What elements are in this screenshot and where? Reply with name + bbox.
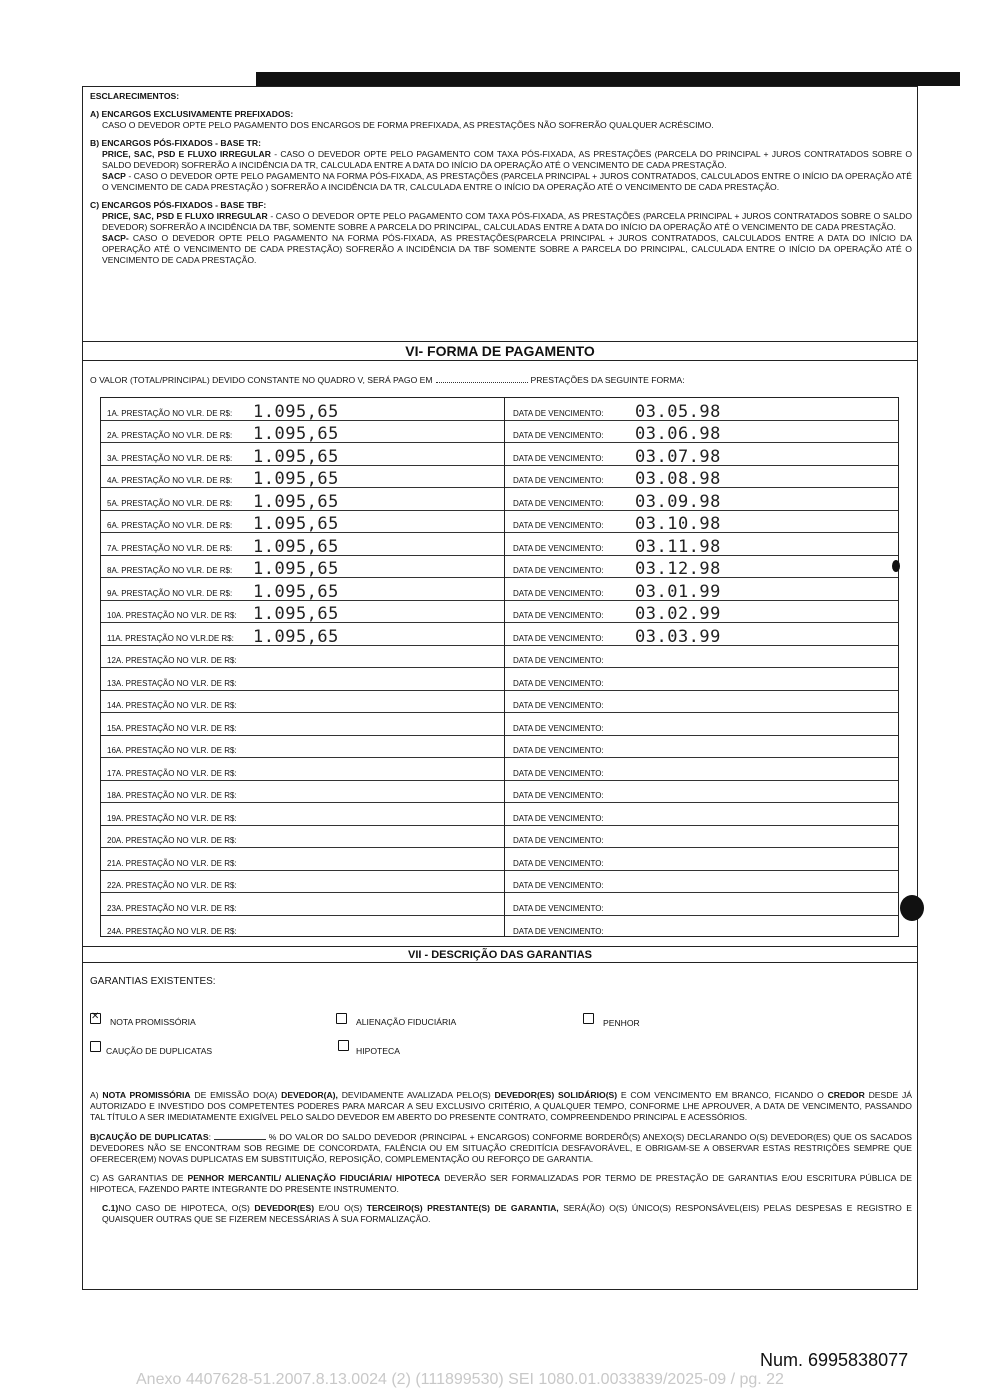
esc-a-title: A) ENCARGOS EXCLUSIVAMENTE PREFIXADOS: [90, 109, 294, 119]
payment-row [101, 488, 898, 511]
esc-b1-lead: PRICE, SAC, PSD E FLUXO IRREGULAR [102, 149, 271, 159]
due-date-label: DATA DE VENCIMENTO: [513, 521, 604, 530]
ink-speck [892, 560, 900, 572]
clause-c1-b1: C.1) [102, 1203, 119, 1213]
payment-row [101, 713, 898, 736]
installment-label: 12A. PRESTAÇÃO NO VLR. DE R$: [107, 656, 237, 665]
payment-row [101, 623, 898, 646]
due-date-label: DATA DE VENCIMENTO: [513, 746, 604, 755]
valor-text-2: PRESTAÇÕES DA SEGUINTE FORMA: [530, 375, 685, 385]
checkbox-caucao-duplicatas[interactable] [90, 1041, 101, 1052]
clause-b-b1: B)CAUÇÃO DE DUPLICATAS [90, 1132, 209, 1142]
payment-row [101, 691, 898, 714]
checkbox-alienacao-fiduciaria[interactable] [336, 1013, 347, 1024]
esc-b2-lead: SACP [102, 171, 126, 181]
esc-c2-lead: SACP- [102, 233, 129, 243]
forma-pagamento-title: VI- FORMA DE PAGAMENTO [83, 341, 917, 361]
due-date-label: DATA DE VENCIMENTO: [513, 836, 604, 845]
payment-row [101, 848, 898, 871]
payment-row [101, 781, 898, 804]
installment-label: 14A. PRESTAÇÃO NO VLR. DE R$: [107, 701, 237, 710]
due-date-label: DATA DE VENCIMENTO: [513, 656, 604, 665]
clause-c [90, 1173, 912, 1195]
clause-c-t2: DEVERÃO SER FORMALIZADAS POR TERMO DE PRESTAÇÃO DE GARANTIAS E/OU ESCRITURA PÚBLICA DE HIPOTECA, FAZENDO PARTE INTEGRANTE DO PRESENTE INSTRUMENTO. [90, 1173, 913, 1194]
valor-statement [90, 374, 685, 385]
due-date-label: DATA DE VENCIMENTO: [513, 791, 604, 800]
payment-row [101, 601, 898, 624]
due-date-label: DATA DE VENCIMENTO: [513, 768, 604, 778]
due-date-label: DATA DE VENCIMENTO: [513, 723, 604, 733]
payment-table-divider [504, 397, 505, 937]
esclarecimentos-section [90, 91, 912, 266]
esc-c1-lead: PRICE, SAC, PSD E FLUXO IRREGULAR [102, 211, 268, 221]
installment-label: 3A. PRESTAÇÃO NO VLR. DE R$: [107, 453, 233, 463]
due-date-label: DATA DE VENCIMENTO: [513, 566, 604, 575]
valor-text-1: O VALOR (TOTAL/PRINCIPAL) DEVIDO CONSTANTE NO QUADRO V, SERÁ PAGO EM [90, 375, 433, 385]
clause-b-t2: % DO VALOR DO SALDO DEVEDOR (PRINCIPAL + ENCARGOS) CONFORME BORDERÔ(S) ANEXO(S) DECLARANDO O(S) DEVEDOR(ES) QUE OS SACADOS DEVEDORES NÃO SE ENCONTRAM SOB REGIME DE CONCORDATA, FALÊNCIA OU EM SITUAÇÃO CREDITÍCIA DESFAVORÁVEL, E OBRIGAM-SE A OBSERVAR ESTAS RESTRIÇÕES SEMPRE QUE OFERECER(EM) NOVAS DUPLICATAS EM SUBSTITUIÇÃO, REPOSIÇÃO, COMPLEMENTAÇÃO OU REFORÇO DE GARANTIA. [90, 1132, 912, 1164]
due-date-label: DATA DE VENCIMENTO: [513, 813, 604, 823]
installment-value[interactable]: 1.095,65 [253, 514, 339, 534]
due-date-label: DATA DE VENCIMENTO: [513, 611, 604, 620]
installment-value[interactable]: 1.095,65 [253, 469, 339, 489]
installment-label: 17A. PRESTAÇÃO NO VLR. DE R$: [107, 768, 237, 778]
clause-c1-b3: TERCEIRO(S) PRESTANTE(S) DE GARANTIA, [366, 1203, 559, 1213]
installment-label: 8A. PRESTAÇÃO NO VLR. DE R$: [107, 566, 233, 575]
payment-row [101, 803, 898, 826]
due-date-label: DATA DE VENCIMENTO: [513, 476, 604, 485]
checkbox-label-hipoteca: HIPOTECA [356, 1046, 400, 1056]
checkbox-penhor[interactable] [583, 1013, 594, 1024]
due-date-value[interactable]: 03.12.98 [635, 559, 721, 579]
payment-row [101, 421, 898, 444]
due-date-label: DATA DE VENCIMENTO: [513, 408, 604, 418]
esc-b-title: B) ENCARGOS PÓS-FIXADOS - BASE TR: [90, 138, 261, 148]
installment-label: 2A. PRESTAÇÃO NO VLR. DE R$: [107, 431, 233, 440]
clause-a-t1: A) [90, 1090, 103, 1100]
payment-row [101, 443, 898, 466]
installment-value[interactable]: 1.095,65 [253, 446, 339, 467]
top-black-bar [256, 72, 960, 86]
due-date-value[interactable]: 03.10.98 [635, 514, 721, 534]
percentual-blank[interactable] [214, 1131, 266, 1140]
installment-label: 7A. PRESTAÇÃO NO VLR. DE R$: [107, 543, 233, 553]
clause-a-t3: DEVIDAMENTE AVALIZADA PELO(S) [337, 1090, 495, 1100]
esc-b2-paragraph [90, 171, 912, 193]
installment-label: 21A. PRESTAÇÃO NO VLR. DE R$: [107, 858, 237, 868]
installment-value[interactable]: 1.095,65 [253, 536, 339, 557]
payment-row [101, 398, 898, 421]
prestacoes-count-blank[interactable] [436, 374, 528, 383]
due-date-label: DATA DE VENCIMENTO: [513, 701, 604, 710]
due-date-value[interactable]: 03.05.98 [635, 401, 721, 422]
installment-value[interactable]: 1.095,65 [253, 491, 339, 512]
document-number: Num. 6995838077 [760, 1350, 909, 1370]
installment-label: 16A. PRESTAÇÃO NO VLR. DE R$: [107, 746, 237, 755]
payment-row [101, 893, 898, 916]
clause-a-b3: DEVEDOR(ES) SOLIDÁRIO(S) [494, 1090, 618, 1100]
installment-label: 4A. PRESTAÇÃO NO VLR. DE R$: [107, 476, 233, 485]
installment-label: 15A. PRESTAÇÃO NO VLR. DE R$: [107, 723, 237, 733]
installment-label: 18A. PRESTAÇÃO NO VLR. DE R$: [107, 791, 237, 800]
clause-c-b1: PENHOR MERCANTIL/ ALIENAÇÃO FIDUCIÁRIA/ HIPOTECA [187, 1173, 441, 1183]
due-date-value[interactable]: 03.07.98 [635, 446, 721, 467]
esc-c2-paragraph [90, 233, 912, 266]
clause-c1 [90, 1203, 912, 1225]
installment-label: 10A. PRESTAÇÃO NO VLR. DE R$: [107, 611, 237, 620]
payment-row [101, 466, 898, 489]
due-date-value[interactable]: 03.06.98 [635, 424, 721, 444]
clause-c1-t1: NO CASO DE HIPOTECA, O(S) [118, 1203, 255, 1213]
due-date-label: DATA DE VENCIMENTO: [513, 881, 604, 890]
garantias-existentes-label: GARANTIAS EXISTENTES: [90, 976, 216, 987]
due-date-value[interactable]: 03.09.98 [635, 491, 721, 512]
payment-row [101, 511, 898, 534]
esc-c1-text: - CASO O DEVEDOR OPTE PELO PAGAMENTO COM TAXA PÓS-FIXADA, AS PRESTAÇÕES (PARCELA PRINCIPAL + JUROS CONTRATADOS SOBRE O SALDO DEVEDOR) SOFRERÃO A INCIDÊNCIA DA TBF, SOMENTE SOBRE A PARCELA DO PRINCIPAL, CALCULADAS ENTRE A DATA DO INÍCIO DA OPERAÇÃO ATÉ O VENCIMENTO DE CADA PRESTAÇÃO. [102, 211, 912, 232]
garantias-clauses [90, 1090, 912, 1225]
payment-row [101, 826, 898, 849]
payment-row [101, 668, 898, 691]
clause-b-t1: : [208, 1132, 211, 1142]
installment-label: 24A. PRESTAÇÃO NO VLR. DE R$: [107, 927, 237, 936]
payment-row [101, 916, 898, 939]
checkbox-label-penhor: PENHOR [603, 1018, 640, 1028]
due-date-label: DATA DE VENCIMENTO: [513, 927, 604, 936]
clause-c1-t2: E/OU O(S) [314, 1203, 367, 1213]
installment-label: 23A. PRESTAÇÃO NO VLR. DE R$: [107, 903, 237, 913]
due-date-label: DATA DE VENCIMENTO: [513, 588, 604, 598]
checkbox-label-caucao-duplicatas: CAUÇÃO DE DUPLICATAS [106, 1046, 213, 1056]
due-date-value[interactable]: 03.02.99 [635, 604, 721, 624]
installment-value[interactable]: 1.095,65 [253, 424, 339, 444]
clause-c1-t3: SERÁ(ÃO) O(S) ÚNICO(S) RESPONSÁVEL(EIS) PELAS DESPESAS E REGISTRO E QUAISQUER OUTRAS QUE SE FIZEREM NECESSÁRIAS À SUA FORMALIZAÇÃO. [102, 1203, 912, 1224]
installment-label: 9A. PRESTAÇÃO NO VLR. DE R$: [107, 588, 233, 598]
clause-c-t1: C) AS GARANTIAS DE [90, 1173, 188, 1183]
clause-a [90, 1090, 912, 1123]
clause-a-b1: NOTA PROMISSÓRIA [102, 1090, 191, 1100]
clause-c1-b2: DEVEDOR(ES) [254, 1203, 315, 1213]
esc-b1-text: - CASO O DEVEDOR OPTE PELO PAGAMENTO COM TAXA PÓS-FIXADA, AS PRESTAÇÕES (PARCELA DO PRINCIPAL + JUROS CONTRATADOS SOBRE O SALDO DEVEDOR) SOFRERÃO A INCIDÊNCIA DA TR, CALCULADA ENTRE A DATA DO INÍCIO DA OPERAÇÃO ATÉ O VENCIMENTO DE CADA PRESTAÇÃO. [102, 149, 913, 170]
installment-label: 11A. PRESTAÇÃO NO VLR.DE R$: [107, 633, 234, 643]
garantias-title: VII - DESCRIÇÃO DAS GARANTIAS [83, 946, 917, 963]
esc-a-text: CASO O DEVEDOR OPTE PELO PAGAMENTO DOS ENCARGOS DE FORMA PREFIXADA, AS PRESTAÇÕES NÃO SOFRERÃO QUALQUER ACRÉSCIMO. [102, 120, 714, 130]
installment-value[interactable]: 1.095,65 [253, 581, 339, 602]
installment-label: 1A. PRESTAÇÃO NO VLR. DE R$: [107, 408, 233, 418]
due-date-label: DATA DE VENCIMENTO: [513, 431, 604, 440]
esc-c1-paragraph [90, 211, 912, 233]
installment-label: 13A. PRESTAÇÃO NO VLR. DE R$: [107, 678, 237, 688]
due-date-label: DATA DE VENCIMENTO: [513, 633, 604, 643]
payment-row [101, 736, 898, 759]
installment-value[interactable]: 1.095,65 [253, 626, 339, 647]
checkbox-label-alienacao-fiduciaria: ALIENAÇÃO FIDUCIÁRIA [356, 1017, 457, 1027]
payment-row [101, 556, 898, 579]
esc-c2-text: CASO O DEVEDOR OPTE PELO PAGAMENTO NA FORMA PÓS-FIXADA, AS PRESTAÇÕES(PARCELA PRINCIPAL + JUROS CONTRATADOS, CALCULADOS ENTRE A DATA DO INÍCIO DA OPERAÇÃO ATÉ O VENCIMENTO DE CADA PRESTAÇÃO) SOFRERÃO A INCIDÊNCIA DA TBF SOMENTE SOBRE A PARCELA DO PRINCIPAL, CALCULADA ENTRE O INÍCIO DA OPERAÇÃO ATÉ O VENCIMENTO DE CADA PRESTAÇÃO. [102, 233, 912, 265]
due-date-label: DATA DE VENCIMENTO: [513, 678, 604, 688]
due-date-value[interactable]: 03.11.98 [635, 536, 721, 557]
clause-a-b4: CREDOR [827, 1090, 865, 1100]
installment-value[interactable]: 1.095,65 [253, 559, 339, 579]
installment-label: 19A. PRESTAÇÃO NO VLR. DE R$: [107, 813, 237, 823]
clause-b [90, 1131, 912, 1165]
payment-row [101, 871, 898, 894]
installment-label: 22A. PRESTAÇÃO NO VLR. DE R$: [107, 881, 237, 890]
esc-c-title: C) ENCARGOS PÓS-FIXADOS - BASE TBF: [90, 200, 267, 210]
due-date-value[interactable]: 03.03.99 [635, 626, 721, 647]
footer-watermark: Anexo 4407628-51.2007.8.13.0024 (2) (111899530) SEI 1080.01.0033839/2025-09 / pg. 22 [136, 1371, 784, 1388]
due-date-label: DATA DE VENCIMENTO: [513, 453, 604, 463]
payment-row [101, 533, 898, 556]
installment-value[interactable]: 1.095,65 [253, 401, 339, 422]
due-date-label: DATA DE VENCIMENTO: [513, 858, 604, 868]
checkbox-hipoteca[interactable] [338, 1040, 349, 1051]
clause-a-b2: DEVEDOR(A), [281, 1090, 338, 1100]
esclarecimentos-title: ESCLARECIMENTOS: [90, 91, 180, 101]
due-date-label: DATA DE VENCIMENTO: [513, 903, 604, 913]
due-date-value[interactable]: 03.08.98 [635, 469, 721, 489]
installment-label: 6A. PRESTAÇÃO NO VLR. DE R$: [107, 521, 233, 530]
clause-a-t5: DESDE JÁ AUTORIZADO E INVESTIDO DOS COMPETENTES PODERES PARA MARCAR A SEU EXCLUSIVO CRITÉRIO, A QUALQUER TEMPO, CONFORME LHE APROUVER, A DATA DE VENCIMENTO, PASSANDO TAL TÍTULO A SER IMEDIATAMENTE EXIGÍVEL PELO SALDO DEVEDOR EM ABERTO DO PRESENTE CONTRATO, COMPREENDENDO PRINCIPAL E ACESSÓRIOS. [90, 1090, 912, 1122]
clause-a-t4: E COM VENCIMENTO EM BRANCO, FICANDO O [617, 1090, 828, 1100]
checkbox-nota-promissoria[interactable] [90, 1013, 101, 1024]
esc-b2-text: - CASO O DEVEDOR OPTE PELO PAGAMENTO NA FORMA PÓS-FIXADA, AS PRESTAÇÕES (PARCELA PRINCIPAL + JUROS CONTRATADOS, CALCULADOS ENTRE O INÍCIO DA OPERAÇÃO ATÉ O VENCIMENTO DE CADA PRESTAÇÃO ) SOFRERÃO A INCIDÊNCIA DA TR, CALCULADA ENTRE O INÍCIO DA OPERAÇÃO ATÉ O VENCIMENTO DE CADA PRESTAÇÃO. [102, 171, 912, 192]
clause-a-t2: DE EMISSÃO DO(A) [190, 1090, 282, 1100]
installment-label: 20A. PRESTAÇÃO NO VLR. DE R$: [107, 836, 237, 845]
esc-b1-paragraph [90, 149, 912, 171]
installment-label: 5A. PRESTAÇÃO NO VLR. DE R$: [107, 498, 233, 508]
due-date-label: DATA DE VENCIMENTO: [513, 498, 604, 508]
checkbox-label-nota-promissoria: NOTA PROMISSÓRIA [110, 1017, 196, 1027]
payment-row [101, 646, 898, 669]
installment-value[interactable]: 1.095,65 [253, 604, 339, 624]
payment-row [101, 758, 898, 781]
due-date-label: DATA DE VENCIMENTO: [513, 543, 604, 553]
ink-blot [900, 895, 924, 921]
payment-row [101, 578, 898, 601]
due-date-value[interactable]: 03.01.99 [635, 581, 721, 602]
